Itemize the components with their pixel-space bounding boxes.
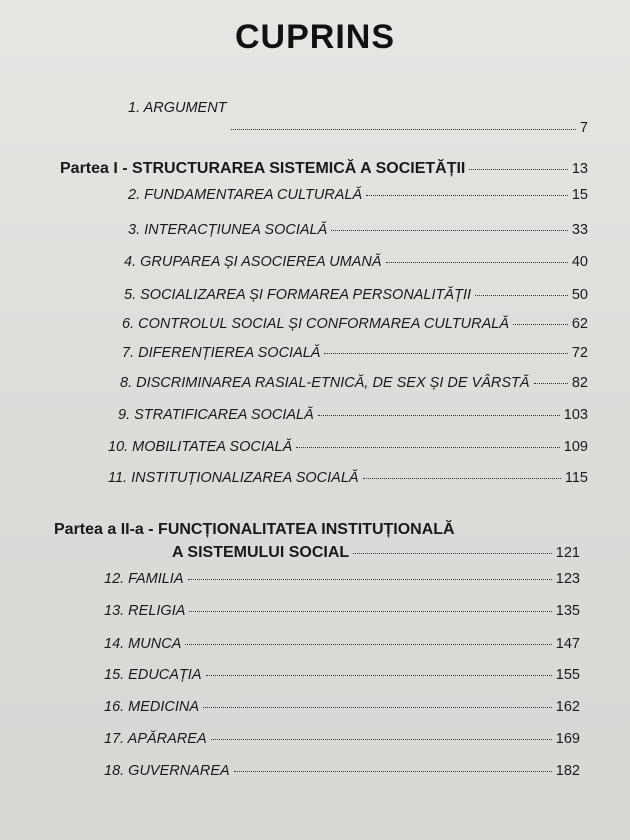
toc-entry-label: 11. INSTITUȚIONALIZAREA SOCIALĂ xyxy=(108,470,359,486)
dot-leader xyxy=(211,739,552,740)
dot-leader xyxy=(185,644,551,645)
part-heading-label: A SISTEMULUI SOCIAL xyxy=(172,544,350,561)
part-heading-page: 121 xyxy=(555,545,580,561)
toc-entry-label: 15. EDUCAȚIA xyxy=(104,667,202,683)
dot-leader xyxy=(366,195,568,196)
dot-leader xyxy=(296,447,560,448)
dot-leader xyxy=(234,771,552,772)
toc-entry-page: 155 xyxy=(555,667,580,683)
toc-entry-label: 8. DISCRIMINAREA RASIAL-ETNICĂ, DE SEX ȘI DE VÂRSTĂ xyxy=(120,375,530,391)
toc-entry xyxy=(104,667,580,683)
toc-entry-label: 17. APĂRAREA xyxy=(104,731,207,747)
dot-leader xyxy=(188,579,552,580)
part-heading xyxy=(60,160,588,178)
dot-leader xyxy=(353,553,552,554)
dot-leader xyxy=(469,169,567,170)
toc-entry-label: 4. GRUPAREA ȘI ASOCIEREA UMANĂ xyxy=(124,254,382,270)
toc-entry xyxy=(118,407,588,423)
toc-entry-label: 12. FAMILIA xyxy=(104,571,184,587)
toc-entry xyxy=(104,699,580,715)
toc-entry-page: 82 xyxy=(571,375,588,391)
toc-entry-label: 14. MUNCA xyxy=(104,636,182,652)
toc-entry-page: 182 xyxy=(555,763,580,779)
dot-leader xyxy=(534,383,568,384)
toc-entry-page: 147 xyxy=(555,636,580,652)
toc-entry-label: 2. FUNDAMENTAREA CULTURALĂ xyxy=(128,187,363,203)
toc-entry-label: 1. ARGUMENT xyxy=(128,100,227,116)
toc-entry xyxy=(128,222,588,238)
toc-entry-page: 15 xyxy=(571,187,588,203)
toc-entry xyxy=(104,763,580,779)
toc-entry-label: 18. GUVERNAREA xyxy=(104,763,230,779)
toc-entry-label: 7. DIFERENȚIEREA SOCIALĂ xyxy=(122,345,321,361)
toc-entry-page: 135 xyxy=(555,603,580,619)
toc-entry xyxy=(124,287,588,303)
toc-entry xyxy=(122,316,588,332)
toc-entry-label: 6. CONTROLUL SOCIAL ȘI CONFORMAREA CULTURALĂ xyxy=(122,316,510,332)
toc-entry-label: 13. RELIGIA xyxy=(104,603,186,619)
part-heading xyxy=(54,521,588,539)
toc-entry xyxy=(128,187,588,203)
toc-entry-page: 123 xyxy=(555,571,580,587)
toc-entry xyxy=(104,731,580,747)
toc-entry xyxy=(104,571,580,587)
toc-entry xyxy=(108,439,588,455)
toc-entry xyxy=(104,603,580,619)
toc-entry xyxy=(128,100,588,136)
dot-leader xyxy=(363,478,561,479)
toc-entry-page: 162 xyxy=(555,699,580,715)
toc-entry xyxy=(124,254,588,270)
toc-entry xyxy=(104,636,580,652)
toc-entry xyxy=(120,375,588,391)
part-heading-label: Partea I - STRUCTURAREA SISTEMICĂ A SOCIETĂȚII xyxy=(60,160,466,177)
dot-leader xyxy=(231,129,576,130)
toc-entry-label: 10. MOBILITATEA SOCIALĂ xyxy=(108,439,293,455)
toc-entry-page: 169 xyxy=(555,731,580,747)
toc-entry-page: 115 xyxy=(564,470,588,486)
dot-leader xyxy=(206,675,552,676)
toc-entry-page: 109 xyxy=(563,439,588,455)
toc-entry-label: 9. STRATIFICAREA SOCIALĂ xyxy=(118,407,314,423)
dot-leader xyxy=(203,707,552,708)
toc-entry-page: 72 xyxy=(571,345,588,361)
toc-entry-page: 7 xyxy=(579,120,588,136)
dot-leader xyxy=(386,262,568,263)
dot-leader xyxy=(189,611,551,612)
toc-entry-label: 3. INTERACȚIUNEA SOCIALĂ xyxy=(128,222,328,238)
part-heading xyxy=(172,544,580,562)
dot-leader xyxy=(331,230,568,231)
dot-leader xyxy=(318,415,560,416)
dot-leader xyxy=(513,324,568,325)
toc-entry-page: 33 xyxy=(571,222,588,238)
part-heading-page: 13 xyxy=(571,161,588,177)
toc-entry-label: 16. MEDICINA xyxy=(104,699,200,715)
part-heading-label: Partea a II-a - FUNCȚIONALITATEA INSTITUȚIONALĂ xyxy=(54,521,455,538)
toc-entry-page: 103 xyxy=(563,407,588,423)
toc-entry-page: 40 xyxy=(571,254,588,270)
dot-leader xyxy=(324,353,567,354)
toc-entry xyxy=(122,345,588,361)
page-title: CUPRINS xyxy=(234,18,396,56)
toc-entry-page: 62 xyxy=(571,316,588,332)
toc-entry-page: 50 xyxy=(571,287,588,303)
toc-entry-label: 5. SOCIALIZAREA ȘI FORMAREA PERSONALITĂȚII xyxy=(124,287,472,303)
dot-leader xyxy=(475,295,568,296)
toc-entry xyxy=(108,470,588,486)
